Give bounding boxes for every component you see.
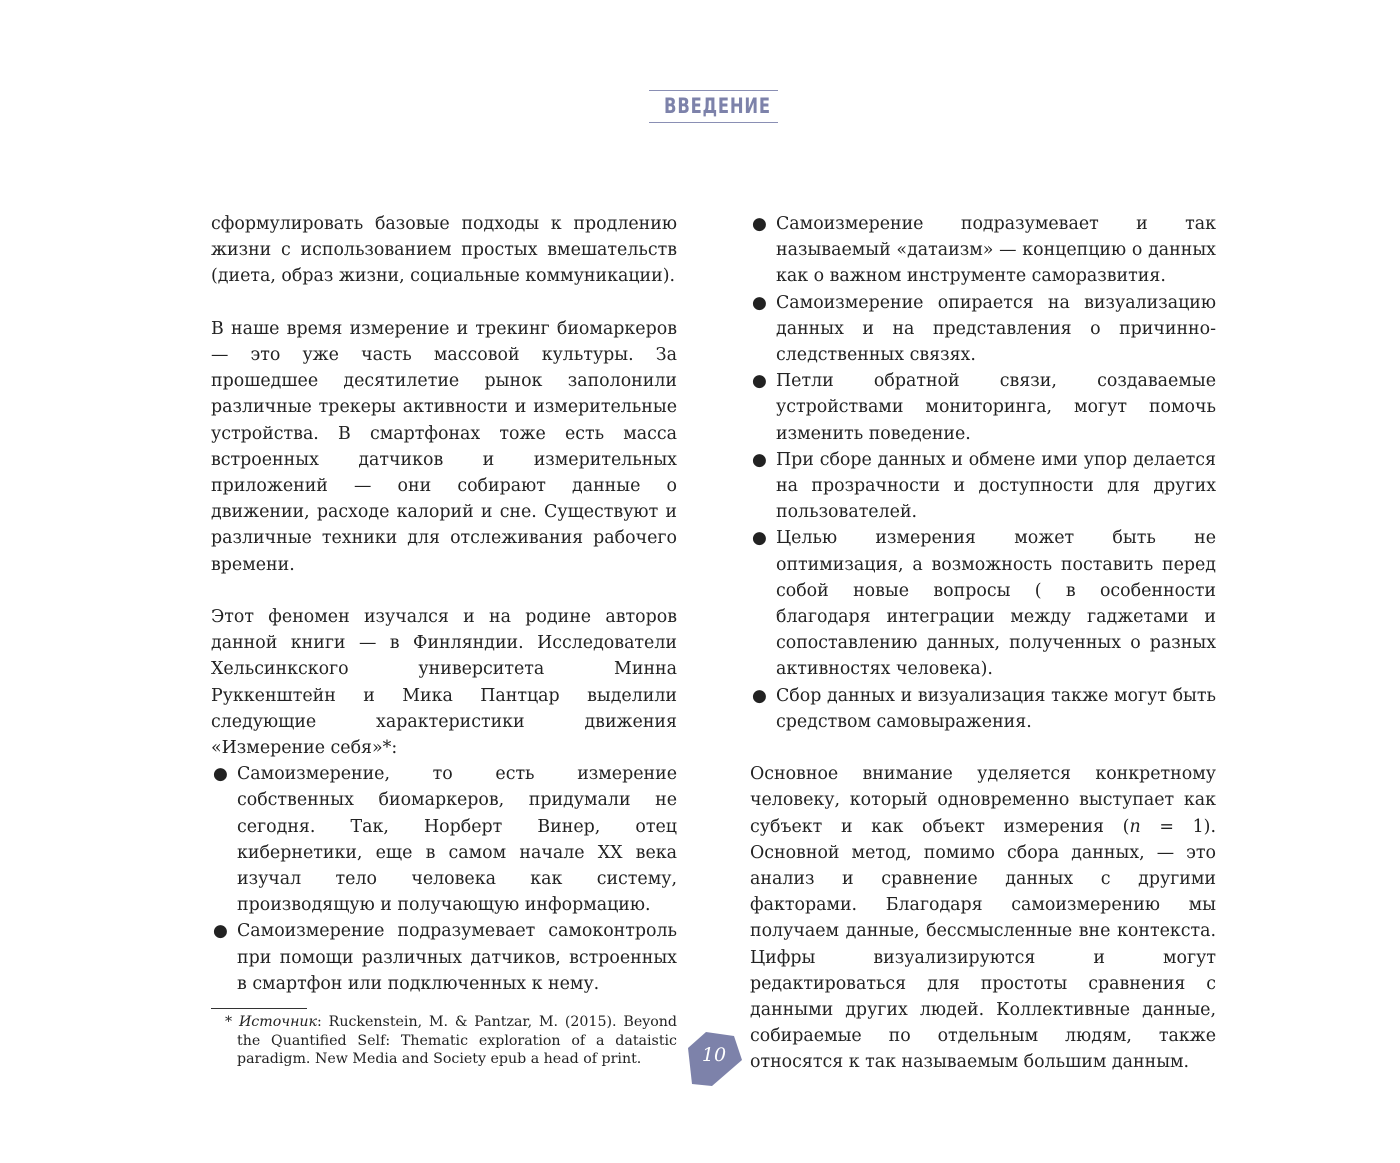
bullet-icon: ●	[213, 764, 228, 785]
list-item	[750, 368, 1216, 447]
section-title: ВВЕДЕНИЕ	[664, 94, 771, 118]
list-item	[750, 525, 1216, 682]
footnote	[211, 1013, 677, 1069]
footnote-divider	[211, 1008, 307, 1009]
characteristics-list-right	[750, 211, 1216, 735]
footnote-text: : Ruckenstein, M. & Pantzar, M. (2015). Beyond the Quantified Self: Thematic exploration of a dataistic paradigm. New Media and Society epub a head of print.	[237, 1014, 677, 1068]
paragraph-gap	[211, 290, 677, 316]
list-item-text: Самоизмерение подразумевает самоконтроль при помощи различных датчиков, встроенных в смартфон или подключенных к нему.	[237, 921, 677, 994]
bullet-icon: ●	[752, 528, 767, 549]
section-header	[649, 90, 778, 123]
paragraph-final-part-a: Основное внимание уделяется конкретному человеку, который одновременно выступает как субъект и как объект измерения (	[750, 764, 1216, 837]
paragraph-gap	[750, 735, 1216, 761]
paragraph-gap	[211, 578, 677, 604]
right-column	[750, 211, 1216, 1076]
bullet-icon: ●	[213, 921, 228, 942]
paragraph-2: В наше время измерение и трекинг биомаркеров — это уже часть массовой культуры. За прошедшее десятилетие рынок заполонили различные трекеры активности и измерительные устройства. В смартфонах тоже есть масса встроенных датчиков и измерительных приложений — они собирают данные о движении, расходе калорий и сне. Существуют и различные техники для отслеживания рабочего времени.	[211, 318, 677, 575]
list-item-text: Самоизмерение, то есть измерение собственных биомаркеров, придумали не сегодня. Так, Норберт Винер, отец кибернетики, еще в самом начале XX века изучал тело человека как систему, производящую и получающую информацию.	[237, 764, 677, 916]
sample-size-variable: n	[1129, 816, 1141, 837]
characteristics-list-left	[211, 761, 677, 997]
list-item	[211, 918, 677, 997]
paragraph-final-part-b: = 1). Основной метод, помимо сбора данных, — это анализ и сравнение данных с другими факторами. Благодаря самоизмерению мы получаем данные, бессмысленные вне контекста. Цифры визуализируются и могут редактироваться для простоты сравнения с данными других людей. Коллективные данные, собираемые по отдельным людям, также относятся к так называемым большим данным.	[750, 816, 1216, 1073]
paragraph-3: Этот феномен изучался и на родине авторов данной книги — в Финляндии. Исследователи Хельсинкского университета Минна Руккенштейн и Мика Пантцар выделили следующие характеристики движения «Измерение себя»*:	[211, 607, 677, 759]
bullet-icon: ●	[752, 685, 767, 706]
page-number: 10	[701, 1044, 727, 1066]
list-item-text: Целью измерения может быть не оптимизация, а возможность поставить перед собой новые вопросы ( в особенности благодаря интеграции между гаджетами и сопоставлению данных, полученных о разных активностях человека).	[776, 528, 1216, 680]
list-item	[211, 761, 677, 918]
bullet-icon: ●	[752, 449, 767, 470]
list-item-text: Самоизмерение опирается на визуализацию данных и на представления о причинно-следственных связях.	[776, 292, 1216, 366]
bullet-icon: ●	[752, 371, 767, 392]
bullet-icon: ●	[752, 292, 767, 313]
list-item	[750, 447, 1216, 526]
left-column	[211, 211, 677, 1069]
list-item-text: Петли обратной связи, создаваемые устройствами мониторинга, могут помочь изменить поведение.	[776, 371, 1216, 444]
list-item-text: При сборе данных и обмене ими упор делается на прозрачности и доступности для других пользователей.	[776, 449, 1216, 523]
footnote-marker: *	[225, 1014, 239, 1031]
list-item	[750, 211, 1216, 290]
page-number-badge	[686, 1030, 746, 1088]
list-item	[750, 683, 1216, 735]
paragraph-final	[750, 761, 1216, 1075]
footnote-label: Источник	[238, 1014, 318, 1031]
list-item	[750, 290, 1216, 369]
paragraph-1: сформулировать базовые подходы к продлению жизни с использованием простых вмешательств (диета, образ жизни, социальные коммуникации).	[211, 214, 677, 287]
bullet-icon: ●	[752, 214, 767, 234]
list-item-text: Самоизмерение подразумевает и так называемый «датаизм» — концепцию о данных как о важном инструменте саморазвития.	[776, 214, 1216, 287]
list-item-text: Сбор данных и визуализация также могут быть средством самовыражения.	[776, 685, 1216, 732]
